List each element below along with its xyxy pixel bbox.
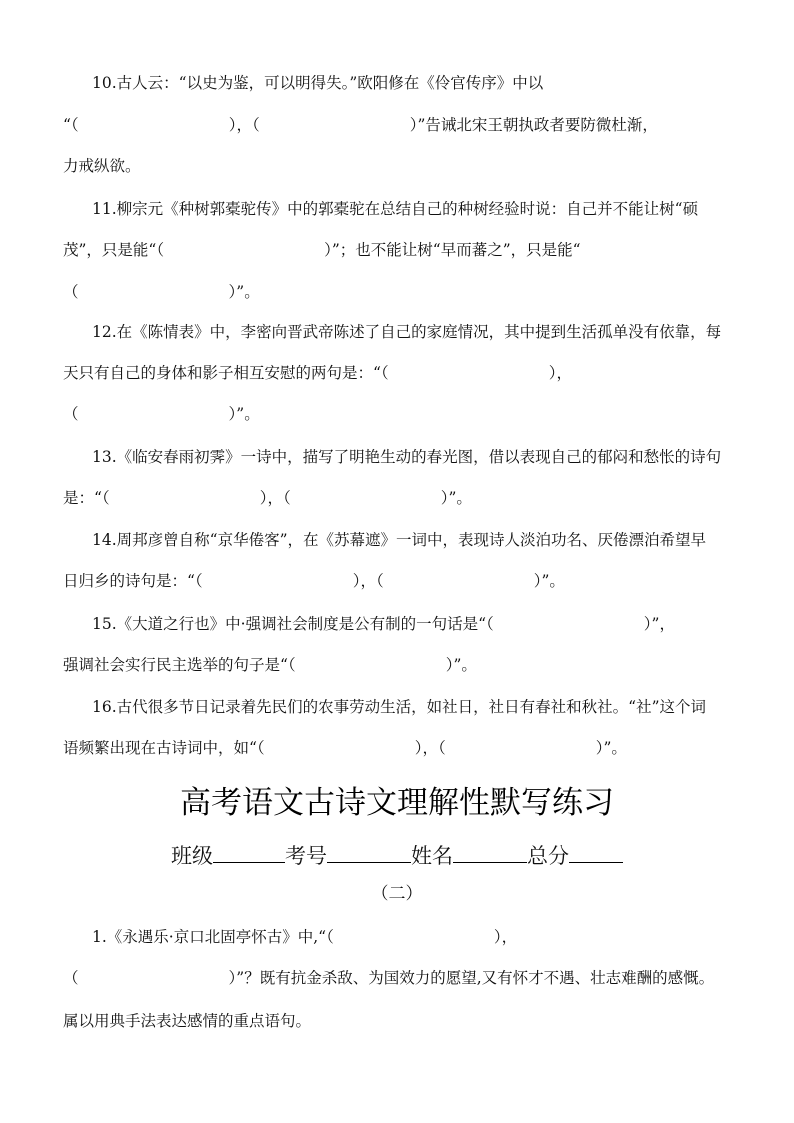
question-15-line-1: 15.《大道之行也》中·强调社会制度是公有制的一句话是“（ ）”， — [92, 615, 675, 633]
question-10-line-1: 10.古人云：“以史为鉴，可以明得失。”欧阳修在《伶官传序》中以 — [92, 74, 544, 92]
score-field[interactable] — [569, 838, 623, 863]
question-16-line-1: 16.古代很多节日记录着先民们的农事劳动生活，如社日，社日有春社和秋社。“社”这个词 — [92, 698, 707, 716]
class-label: 班级 — [171, 844, 213, 868]
question-11-line-1: 11.柳宗元《种树郭橐驼传》中的郭橐驼在总结自己的种树经验时说：自己并不能让树“硕 — [92, 200, 699, 218]
question-15-line-2: 强调社会实行民主选举的句子是“（ ）”。 — [63, 656, 477, 674]
question-10-line-2: “（ ），（ ）”告诫北宋王朝执政者要防微杜渐， — [63, 116, 658, 134]
exam-number-field[interactable] — [327, 838, 411, 863]
question-11-line-2: 茂”，只是能“（ ）”；也不能让树“早而蕃之”，只是能“ — [63, 241, 581, 259]
question-12-line-3: （ ）”。 — [63, 405, 260, 423]
name-field[interactable] — [453, 838, 527, 863]
section-number: （二） — [371, 884, 423, 904]
question-12-line-1: 12.在《陈情表》中，李密向晋武帝陈述了自己的家庭情况，其中提到生活孤单没有依靠，每 — [92, 323, 722, 341]
name-label: 姓名 — [411, 844, 453, 868]
question-11-line-3: （ ）”。 — [63, 283, 260, 301]
exam-number-label: 考号 — [285, 844, 327, 868]
question-1-line-1: 1.《永遇乐·京口北固亭怀古》中,“（ ）， — [92, 928, 518, 946]
score-label: 总分 — [527, 844, 569, 868]
page-title: 高考语文古诗文理解性默写练习 — [180, 785, 614, 821]
question-1-line-2: （ ）”？既有抗金杀敌、为国效力的愿望,又有怀才不遇、壮志难酬的感慨。 — [63, 969, 715, 987]
question-13-line-2: 是：“（ ），（ ）”。 — [63, 489, 472, 507]
question-14-line-2: 日归乡的诗句是：“（ ），（ ）”。 — [63, 572, 565, 590]
question-13-line-1: 13.《临安春雨初霁》一诗中，描写了明艳生动的春光图，借以表现自己的郁闷和愁怅的诗句 — [92, 448, 722, 466]
question-1-line-3: 属以用典手法表达感情的重点语句。 — [63, 1012, 312, 1030]
question-16-line-2: 语频繁出现在古诗词中，如“（ ），（ ）”。 — [63, 739, 627, 757]
question-14-line-1: 14.周邦彦曾自称“京华倦客”，在《苏幕遮》一词中，表现诗人淡泊功名、厌倦漂泊希望早 — [92, 531, 707, 549]
class-field[interactable] — [213, 838, 285, 863]
student-info-row — [0, 838, 794, 871]
question-10-line-3: 力戒纵欲。 — [63, 157, 141, 175]
question-12-line-2: 天只有自己的身体和影子相互安慰的两句是：“（ ）， — [63, 364, 572, 382]
